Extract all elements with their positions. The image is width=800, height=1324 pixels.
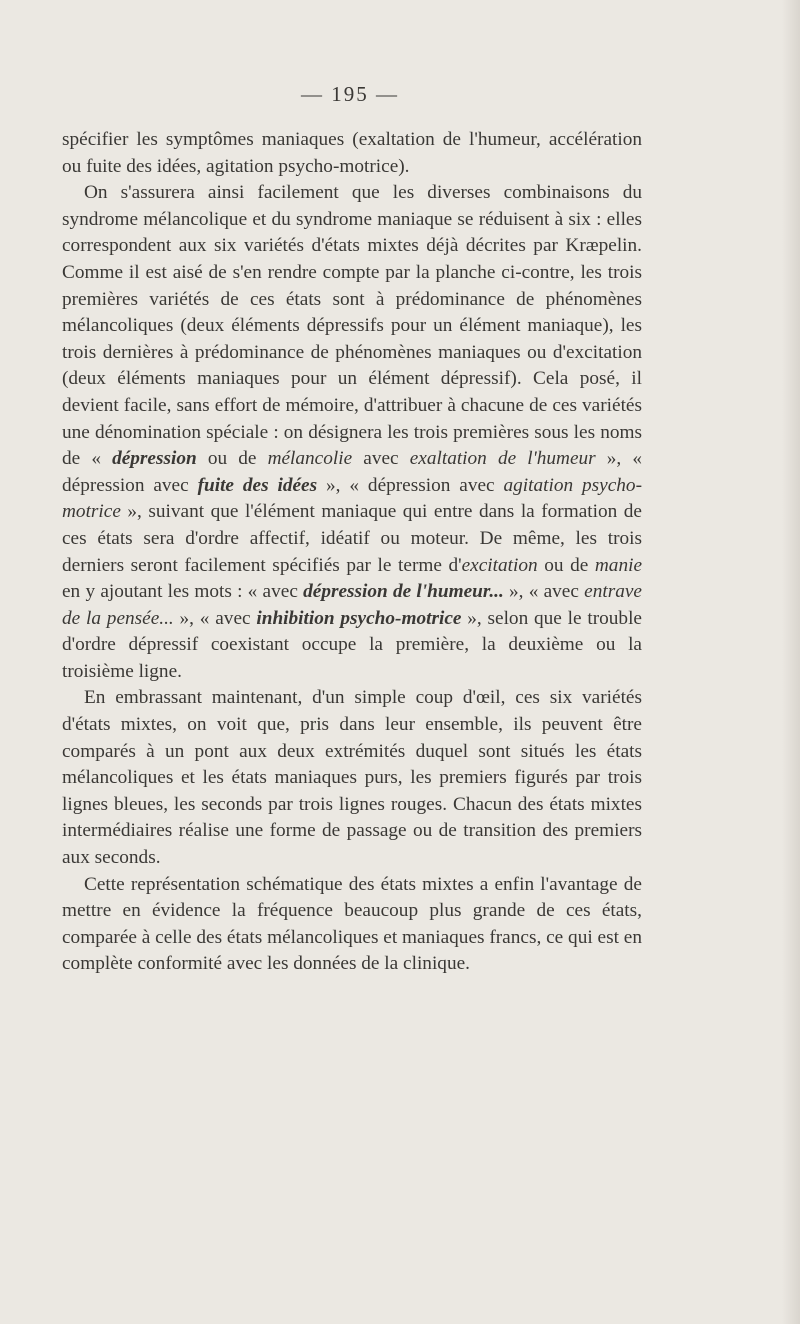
term-inhibition: inhibition psycho-motrice bbox=[256, 607, 462, 629]
text-segment: », « dépression avec bbox=[62, 448, 642, 496]
term-melancolie: mélancolie bbox=[267, 448, 353, 470]
term-fuite-des-idees: fuite des idées bbox=[197, 474, 318, 496]
paragraph-conclusion: Cette représentation schématique des états mixtes a enfin l'avantage de mettre en évidence la fréquence beaucoup plus grande de ces états, comparée à celle des états mélancoliques et maniaques francs, ce qui est en complète conformité avec les données de la clinique. bbox=[62, 873, 642, 975]
page-number: — 195 — bbox=[301, 82, 399, 106]
text-segment: », « avec bbox=[503, 581, 585, 603]
paragraph-continued: spécifier les symptômes maniaques (exaltation de l'humeur, accélération ou fuite des idées, agitation psycho-motrice). bbox=[62, 129, 642, 177]
text-segment: avec bbox=[352, 448, 410, 470]
text-segment: ou de bbox=[196, 448, 268, 470]
text-segment: en y ajoutant les mots : « avec bbox=[62, 581, 304, 603]
term-depression: dépression bbox=[112, 448, 197, 470]
text-segment: », selon que le trouble d'ordre dépressif coexistant occupe la première, la deuxième ou la troisième ligne. bbox=[62, 607, 642, 682]
paragraph-combinations bbox=[62, 180, 642, 685]
term-entrave: entrave de la pensée... bbox=[62, 581, 642, 629]
term-exaltation: exaltation de l'humeur bbox=[409, 448, 596, 470]
text-segment: ou de bbox=[537, 554, 595, 576]
text-segment: On s'assurera ainsi facilement que les diverses combinaisons du syndrome mélancolique et du syndrome maniaque se réduisent à six : elles correspondent aux six variétés d'états mixtes déjà décrites par Kræpelin. Comme il est aisé de s'en rendre compte par la planche ci-contre, les trois premières variétés de ces états sont à prédominance de phénomènes mélancoliques (deux éléments dépressifs pour un élément maniaque), les trois dernières à prédominance de phénomènes maniaques ou d'excitation (deux éléments maniaques pour un élément dépressif). Cela posé, il devient facile, sans effort de mémoire, d'attribuer à chacune de ces variétés une dénomination spéciale : on désignera les trois premières sous les noms de « bbox=[62, 182, 642, 470]
paragraph-bridge: En embrassant maintenant, d'un simple coup d'œil, ces six variétés d'états mixtes, on voit que, pris dans leur ensemble, ils peuvent être comparés à un pont aux deux extrémités duquel sont situés les états mélancoliques et les états maniaques purs, les premiers figurés par trois lignes bleues, les seconds par trois lignes rouges. Chacun des états mixtes intermédiaires réalise une forme de passage ou de transition des premiers aux seconds. bbox=[62, 687, 642, 869]
term-manie: manie bbox=[594, 554, 642, 576]
text-segment: », « avec bbox=[173, 607, 257, 629]
term-agitation: agitation psycho-motrice bbox=[62, 474, 642, 523]
text-segment: », suivant que l'élément maniaque qui entre dans la formation de ces états sera d'ordre affectif, idéatif ou moteur. De même, les trois derniers seront facilement spécifiés par le terme d' bbox=[62, 501, 642, 576]
term-depression-humeur: dépression de l'humeur... bbox=[303, 581, 504, 603]
body-text bbox=[62, 127, 642, 978]
page-edge-shadow bbox=[782, 0, 800, 1324]
term-excitation: excitation bbox=[461, 554, 538, 576]
text-segment: », « dépression avec bbox=[317, 474, 504, 496]
